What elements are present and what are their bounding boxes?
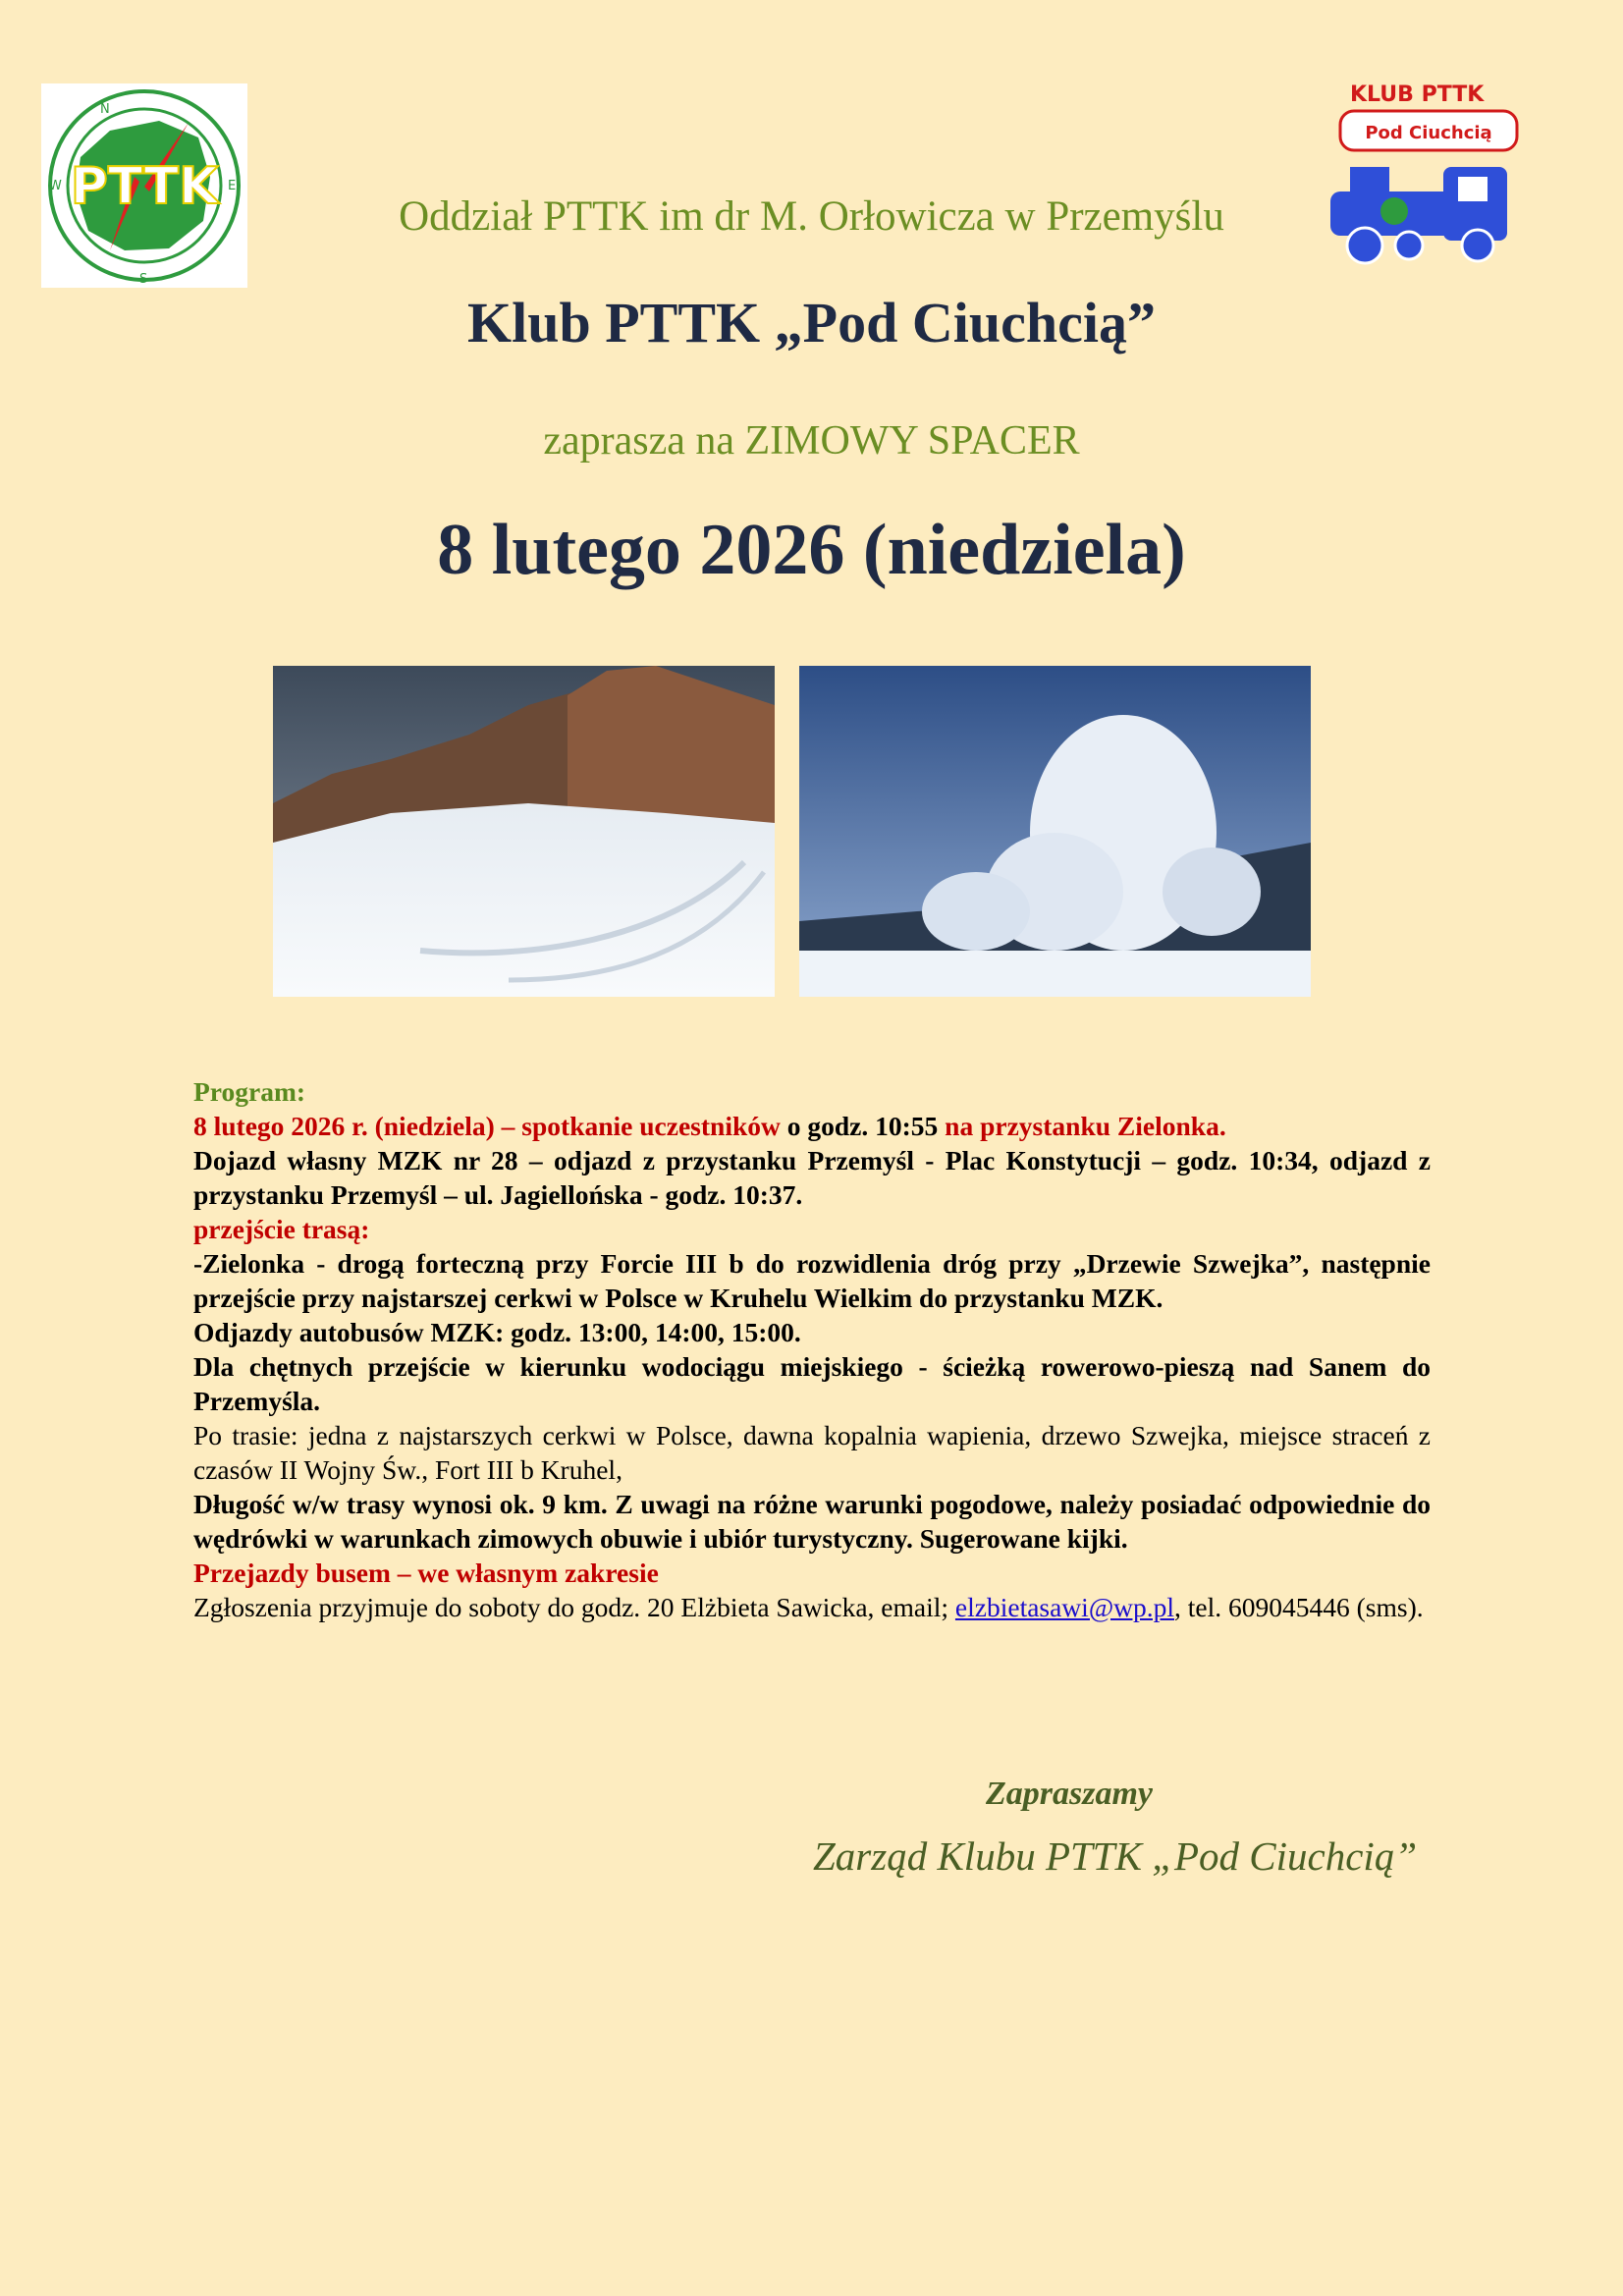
chetni-text: Dla chętnych przejście w kierunku wodociągu miejskiego - ścieżką rowerowo-pieszą nad Sanem do Przemyśla. [193,1351,1431,1416]
meeting-line [193,1109,1431,1143]
invite-line: zaprasza na ZIMOWY SPACER [543,418,1080,464]
przejazdy-text: Przejazdy busem – we własnym zakresie [193,1558,659,1588]
snowy-field-photo [273,666,775,997]
zgloszenia-text [193,1590,1431,1624]
svg-text:PTTK: PTTK [70,157,219,216]
klub-logo [1311,74,1537,270]
program-label: Program: [193,1076,306,1107]
frosted-tree-photo [799,666,1311,997]
meeting-time: o godz. 10:55 [780,1111,946,1141]
event-date: 8 lutego 2026 (niedziela) [437,510,1186,590]
svg-text:Pod Ciuchcią: Pod Ciuchcią [1365,123,1492,143]
dojazd-text: Dojazd własny MZK nr 28 – odjazd z przystanku Przemyśl - Plac Konstytucji – godz. 10:34, odjazd z przystanku Przemyśl – ul. Jagiellońska - godz. 10:37. [193,1145,1431,1210]
zarzad-signature: Zarząd Klubu PTTK „Pod Ciuchcią” [813,1833,1418,1879]
svg-text:S: S [139,272,148,287]
trasa-text: -Zielonka - drogą forteczną przy Forcie III b do rozwidlenia dróg przy „Drzewie Szwejka”, następnie przejście przy najstarszej cerkwi w Polsce w Kruhelu Wielkim do przystanku MZK. [193,1248,1431,1313]
klub-title: Klub PTTK „Pod Ciuchcią” [467,291,1156,355]
po-trasie-text: Po trasie: jedna z najstarszych cerkwi w Polsce, dawna kopalnia wapienia, drzewo Szwejka, miejsce straceń z czasów II Wojny Św., Fort III b Kruhel, [193,1420,1431,1485]
zgloszenia-part-1: Zgłoszenia przyjmuje do soboty do godz. 20 Elżbieta Sawicka, email; [193,1592,955,1622]
zgloszenia-part-2: , tel. 609045446 (sms). [1174,1592,1424,1622]
svg-text:E: E [228,179,237,193]
svg-text:W: W [49,179,62,193]
email-link[interactable]: elzbietasawi@wp.pl [954,1592,1175,1622]
pttk-logo [41,83,247,288]
org-line: Oddział PTTK im dr M. Orłowicza w Przemyślu [399,193,1224,240]
dlugosc-text: Długość w/w trasy wynosi ok. 9 km. Z uwagi na różne warunki pogodowe, należy posiadać odpowiednie do wędrówki w warunkach zimowych obuwie i ubiór turystyczny. Sugerowane kijki. [193,1489,1431,1554]
zapraszamy-text: Zapraszamy [986,1776,1153,1812]
program-section [193,1074,1431,1624]
svg-text:N: N [100,102,110,117]
trasa-label: przejście trasą: [193,1214,370,1244]
svg-text:KLUB PTTK: KLUB PTTK [1350,82,1485,107]
meeting-place: na przystanku Zielonka. [945,1111,1226,1141]
odjazdy-text: Odjazdy autobusów MZK: godz. 13:00, 14:00, 15:00. [193,1317,801,1347]
meeting-date: 8 lutego 2026 r. (niedziela) – spotkanie uczestników [193,1111,781,1141]
